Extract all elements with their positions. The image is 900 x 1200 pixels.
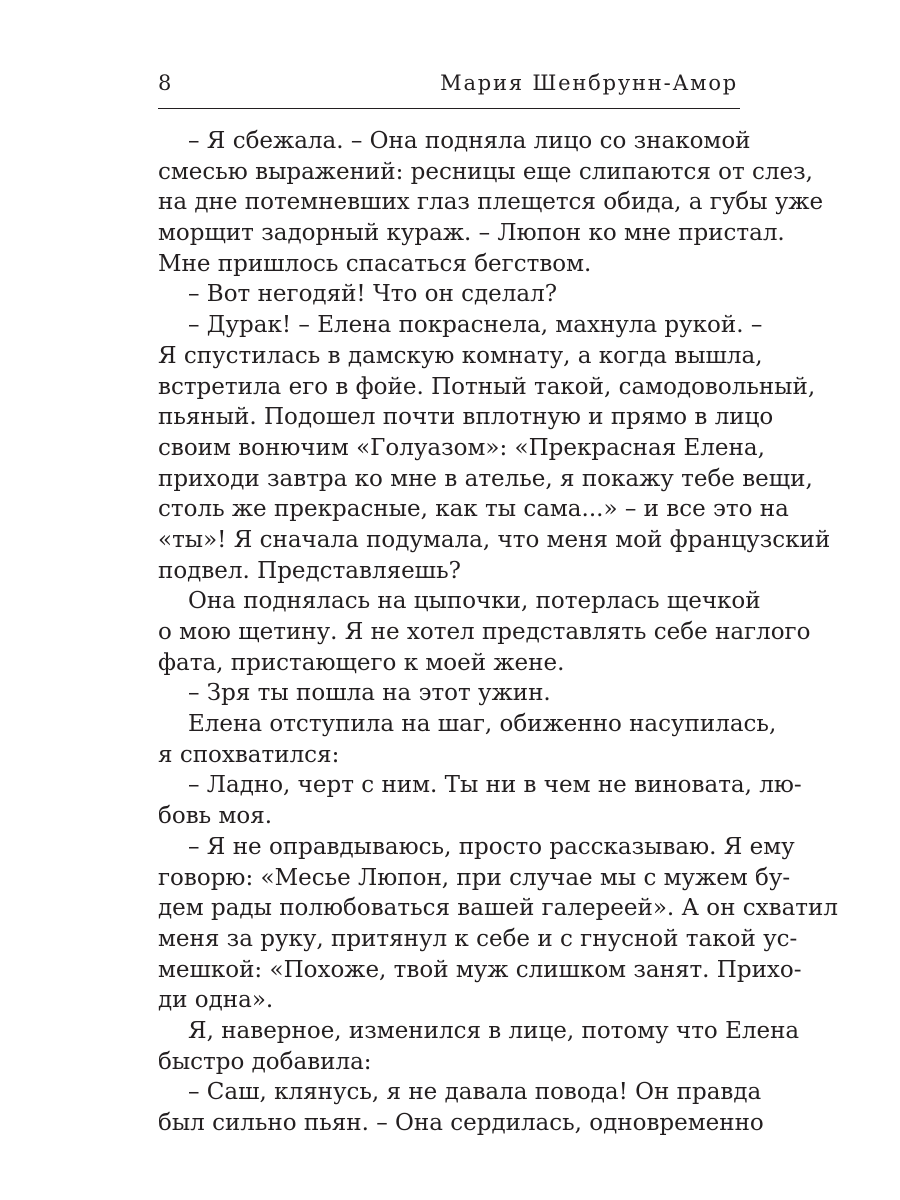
page-number: 8 <box>158 71 172 95</box>
text-line: Она поднялась на цыпочки, потерлась щечкой <box>188 588 761 615</box>
text-line: на дне потемневших глаз плещется обида, а губы уже <box>158 189 824 216</box>
body-text <box>158 126 838 1139</box>
text-line: Мне пришлось спасаться бегством. <box>158 250 592 277</box>
text-line: – Ладно, черт с ним. Ты ни в чем не виновата, лю- <box>188 772 802 799</box>
text-line: встретила его в фойе. Потный такой, самодовольный, <box>158 373 816 400</box>
text-line: Я спустилась в дамскую комнату, а когда вышла, <box>158 342 763 369</box>
text-line: – Дурак! – Елена покраснела, махнула рукой. – <box>188 312 763 339</box>
running-head-author: Мария Шенбрунн-Амор <box>440 71 738 95</box>
text-line: столь же прекрасные, как ты сама...» – и все это на <box>158 496 789 523</box>
text-line: фата, пристающего к моей жене. <box>158 649 565 676</box>
text-line: морщит задорный кураж. – Люпон ко мне пристал. <box>158 220 785 247</box>
text-line: подвел. Представляешь? <box>158 557 461 584</box>
text-line: – Вот негодяй! Что он сделал? <box>188 281 558 308</box>
text-line: – Я сбежала. – Она подняла лицо со знакомой <box>188 128 751 154</box>
page-header <box>158 68 740 109</box>
text-line: Елена отступила на шаг, обиженно насупилась, <box>188 711 777 738</box>
text-line: о мою щетину. Я не хотел представлять себе наглого <box>158 619 811 645</box>
text-line: бовь моя. <box>158 803 273 830</box>
text-line: смесью выражений: ресницы еще слипаются от слез, <box>158 158 813 185</box>
text-line: меня за руку, притянул к себе и с гнусной такой ус- <box>158 925 798 952</box>
text-line: – Я не оправдываюсь, просто рассказываю. Я ему <box>188 833 795 860</box>
text-line: ди одна». <box>158 987 274 1014</box>
text-line: говорю: «Месье Люпон, при случае мы с мужем бу- <box>158 864 791 891</box>
text-line: – Зря ты пошла на этот ужин. <box>188 680 551 707</box>
text-line: Я, наверное, изменился в лице, потому что Елена <box>188 1017 800 1044</box>
text-line: своим вонючим «Голуазом»: «Прекрасная Елена, <box>158 434 765 461</box>
text-line: я спохватился: <box>158 741 340 768</box>
text-line: пьяный. Подошел почти вплотную и прямо в лицо <box>158 404 774 431</box>
text-line: дем рады полюбоваться вашей галереей». А он схватил <box>158 895 838 922</box>
text-line: быстро добавила: <box>158 1048 372 1075</box>
text-line: был сильно пьян. – Она сердилась, одновременно <box>158 1110 764 1136</box>
text-line: приходи завтра ко мне в ателье, я покажу тебе вещи, <box>158 465 813 492</box>
text-line: мешкой: «Похоже, твой муж слишком занят. Прихо- <box>158 956 802 983</box>
text-line: «ты»! Я сначала подумала, что меня мой французский <box>158 526 831 553</box>
text-line: – Саш, клянусь, я не давала повода! Он правда <box>188 1079 762 1106</box>
